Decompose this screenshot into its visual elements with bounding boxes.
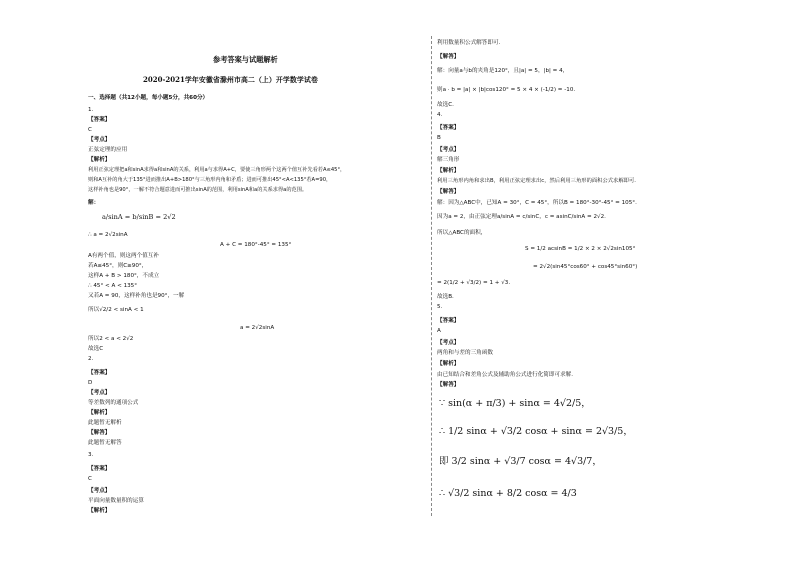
solution-tag: 【解答】 bbox=[88, 430, 111, 436]
answer-value: A bbox=[437, 328, 441, 334]
formula-line: = 2√2(sin45°cos60° + cos45°sin60°) bbox=[533, 264, 638, 270]
keypoint-tag: 【考点】 bbox=[437, 147, 460, 153]
keypoint-text: 两角和与差的三角函数 bbox=[437, 350, 493, 356]
page-title: 参考答案与试题解析 bbox=[213, 55, 278, 64]
analysis-line: 这样补角也是90°，一解不符合题意进而可推出sinA的范围，利用sinA和a的关系求得a的范围。 bbox=[88, 187, 308, 193]
solution-line: 所以√2/2 < sinA < 1 bbox=[88, 307, 144, 313]
analysis-line: 利用正弦定理把a和sinA求得a和sinA的关系，利用a与求得A+C，要使三角形两个这两个值互补先看若A≤45°， bbox=[88, 167, 346, 173]
analysis-line: 则和A互补的角大于135°进而推出A+B>180°与三角形内角和矛盾；进而可推出45°<A<135°若A=90， bbox=[88, 177, 332, 183]
solution-line: A有两个值，则这两个值互补 bbox=[88, 253, 159, 259]
solution-line: 故选C. bbox=[437, 102, 454, 108]
solution-tag: 【解答】 bbox=[437, 189, 460, 195]
answer-tag: 【答案】 bbox=[88, 466, 111, 472]
solution-line: 若A≤45°，则C≥90°， bbox=[88, 263, 148, 269]
solution-tag: 解： bbox=[88, 200, 100, 206]
solution-line: 所以△ABC的面积， bbox=[437, 230, 487, 236]
solution-line: 解：向量a与b的夹角是120°，且|a| = 5，|b| = 4， bbox=[437, 68, 569, 74]
page-subtitle: 2020-2021学年安徽省滁州市高二（上）开学数学试卷 bbox=[143, 75, 318, 84]
equation: 即 3/2 sinα + √3/7 cosα = 4√3/7， bbox=[439, 456, 602, 467]
question-number: 1. bbox=[88, 107, 94, 113]
answer-tag: 【答案】 bbox=[88, 117, 111, 123]
keypoint-tag: 【考点】 bbox=[437, 340, 460, 346]
solution-line: 解：因为△ABC中，已知A = 30°，C = 45°，所以B = 180°-30°-45° = 105°. bbox=[437, 200, 637, 206]
solution-line: 则a · b = |a| × |b|cos120° = 5 × 4 × (-1/2) = -10. bbox=[437, 87, 576, 93]
formula: a/sinA = b/sinB = 2√2 bbox=[102, 213, 176, 221]
column-divider bbox=[431, 36, 432, 516]
keypoint-text: 正弦定理的应用 bbox=[88, 147, 128, 153]
solution-line: 因为a = 2，由正弦定理a/sinA = c/sinC，c = asinC/sinA = 2√2. bbox=[437, 214, 606, 220]
keypoint-tag: 【考点】 bbox=[88, 137, 111, 143]
equation: ∴ √3/2 sinα + 8/2 cosα = 4/3 bbox=[439, 488, 577, 499]
solution-line: 所以2 < a < 2√2 bbox=[88, 336, 134, 342]
analysis-text: 由已知结合和差角公式及辅助角公式进行化简即可求解. bbox=[437, 372, 574, 378]
formula-line: = 2(1/2 + √3/2) = 1 + √3. bbox=[437, 280, 511, 286]
solution-line: ∴ 45° < A < 135° bbox=[88, 283, 138, 289]
keypoint-text: 平面向量数量积的运算 bbox=[88, 498, 144, 504]
analysis-tag: 【解析】 bbox=[88, 410, 111, 416]
equation: ∴ 1/2 sinα + √3/2 cosα + sinα = 2√3/5， bbox=[439, 426, 633, 437]
solution-tag: 【解答】 bbox=[437, 382, 460, 388]
answer-tag: 【答案】 bbox=[88, 370, 111, 376]
equation: ∵ sin(α + π/3) + sinα = 4√2/5， bbox=[439, 398, 591, 409]
solution-line: 这样A + B > 180°，不成立 bbox=[88, 273, 160, 279]
answer-tag: 【答案】 bbox=[437, 318, 460, 324]
answer-value: B bbox=[437, 135, 441, 141]
keypoint-tag: 【考点】 bbox=[88, 488, 111, 494]
solution-line: 又若A = 90，这样补角也是90°，一解 bbox=[88, 293, 185, 299]
answer-tag: 【答案】 bbox=[437, 125, 460, 131]
keypoint-text: 解三角形 bbox=[437, 157, 460, 163]
analysis-text: 利用三角形内角和求出B，利用正弦定理求出c，然后利用三角形的面积公式求解即可. bbox=[437, 178, 636, 184]
formula-line: a = 2√2sinA bbox=[240, 325, 275, 331]
question-number: 2. bbox=[88, 356, 94, 362]
keypoint-tag: 【考点】 bbox=[88, 390, 111, 396]
question-number: 4. bbox=[437, 112, 443, 118]
section-heading: 一、选择题（共12小题，每小题5分，共60分） bbox=[88, 95, 209, 101]
formula-line: S = 1/2 acsinB = 1/2 × 2 × 2√2sin105° bbox=[525, 246, 636, 252]
right-column bbox=[437, 0, 757, 562]
left-column bbox=[88, 0, 428, 562]
analysis-tag: 【解析】 bbox=[88, 157, 111, 163]
answer-value: C bbox=[88, 476, 92, 482]
solution-text: 此题暂无解答 bbox=[88, 440, 122, 446]
solution-line: 故选B. bbox=[437, 294, 454, 300]
question-number: 5. bbox=[437, 304, 443, 310]
analysis-tag: 【解析】 bbox=[437, 361, 460, 367]
answer-value: D bbox=[88, 380, 93, 386]
question-number: 3. bbox=[88, 452, 94, 458]
analysis-text: 此题暂无解析 bbox=[88, 420, 122, 426]
answer-value: C bbox=[88, 127, 92, 133]
solution-line: 故选C bbox=[88, 346, 104, 352]
keypoint-text: 等差数列的通项公式 bbox=[88, 400, 139, 406]
formula-line: A + C = 180°-45° = 135° bbox=[220, 242, 292, 248]
analysis-text: 利用数量积公式解答即可. bbox=[437, 40, 501, 46]
analysis-tag: 【解析】 bbox=[437, 168, 460, 174]
analysis-tag: 【解析】 bbox=[88, 508, 111, 514]
solution-tag: 【解答】 bbox=[437, 54, 460, 60]
formula-line: ∴ a = 2√2sinA bbox=[88, 232, 128, 238]
